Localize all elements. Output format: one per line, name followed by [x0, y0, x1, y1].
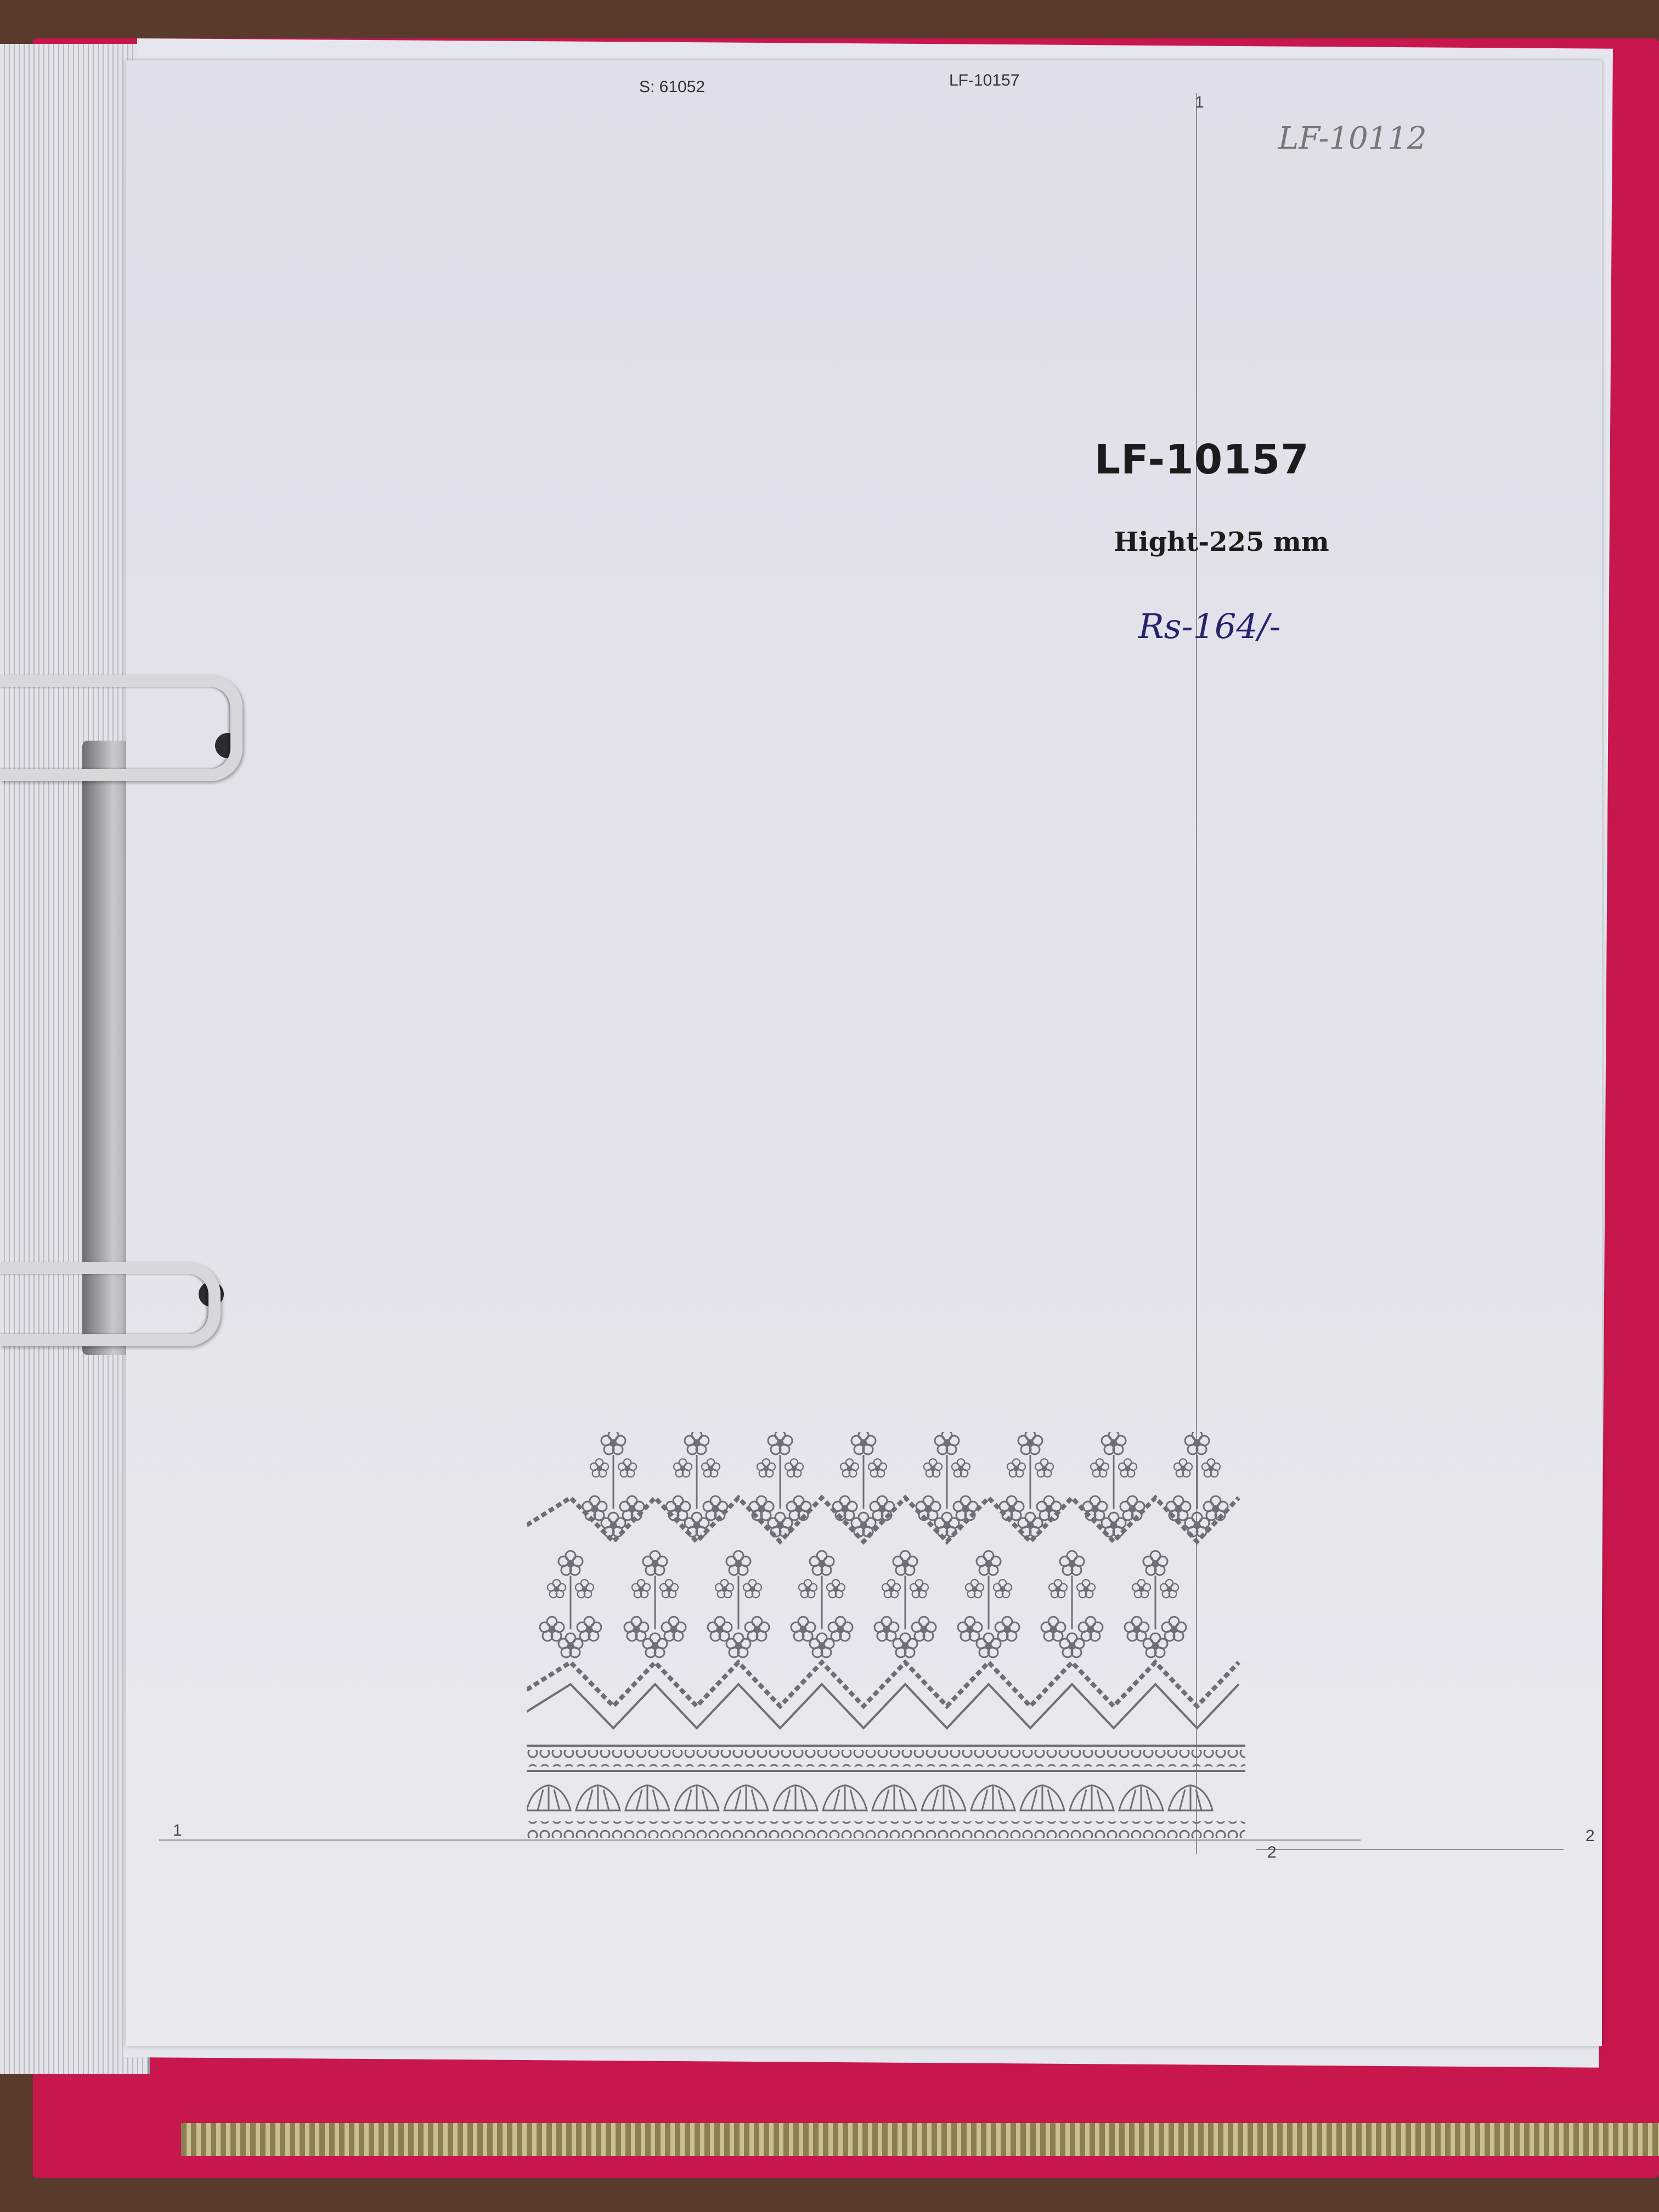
corner-mark-bottom-right: 2 — [1585, 1827, 1595, 1845]
corner-mark-bottom-middle: 2 — [1267, 1843, 1277, 1861]
binder-edge — [181, 2123, 1659, 2156]
binder-ring-icon — [0, 675, 242, 781]
handwritten-top-code: LF-10112 — [1278, 121, 1427, 156]
design-height: Hight-225 mm — [1114, 527, 1329, 557]
margin-line-horizontal-right — [1256, 1849, 1564, 1850]
corner-mark-bottom-left: 1 — [173, 1821, 182, 1839]
embroidery-pattern-icon — [527, 1432, 1251, 1849]
design-code: LF-10157 — [1094, 436, 1310, 483]
binder-ring-icon — [0, 1262, 221, 1346]
sheet-header-left: S: 61052 — [639, 78, 706, 96]
sheet-header-center: LF-10157 — [949, 71, 1020, 89]
corner-mark-top-right: 1 — [1195, 93, 1204, 111]
handwritten-price: Rs-164/- — [1138, 606, 1281, 646]
